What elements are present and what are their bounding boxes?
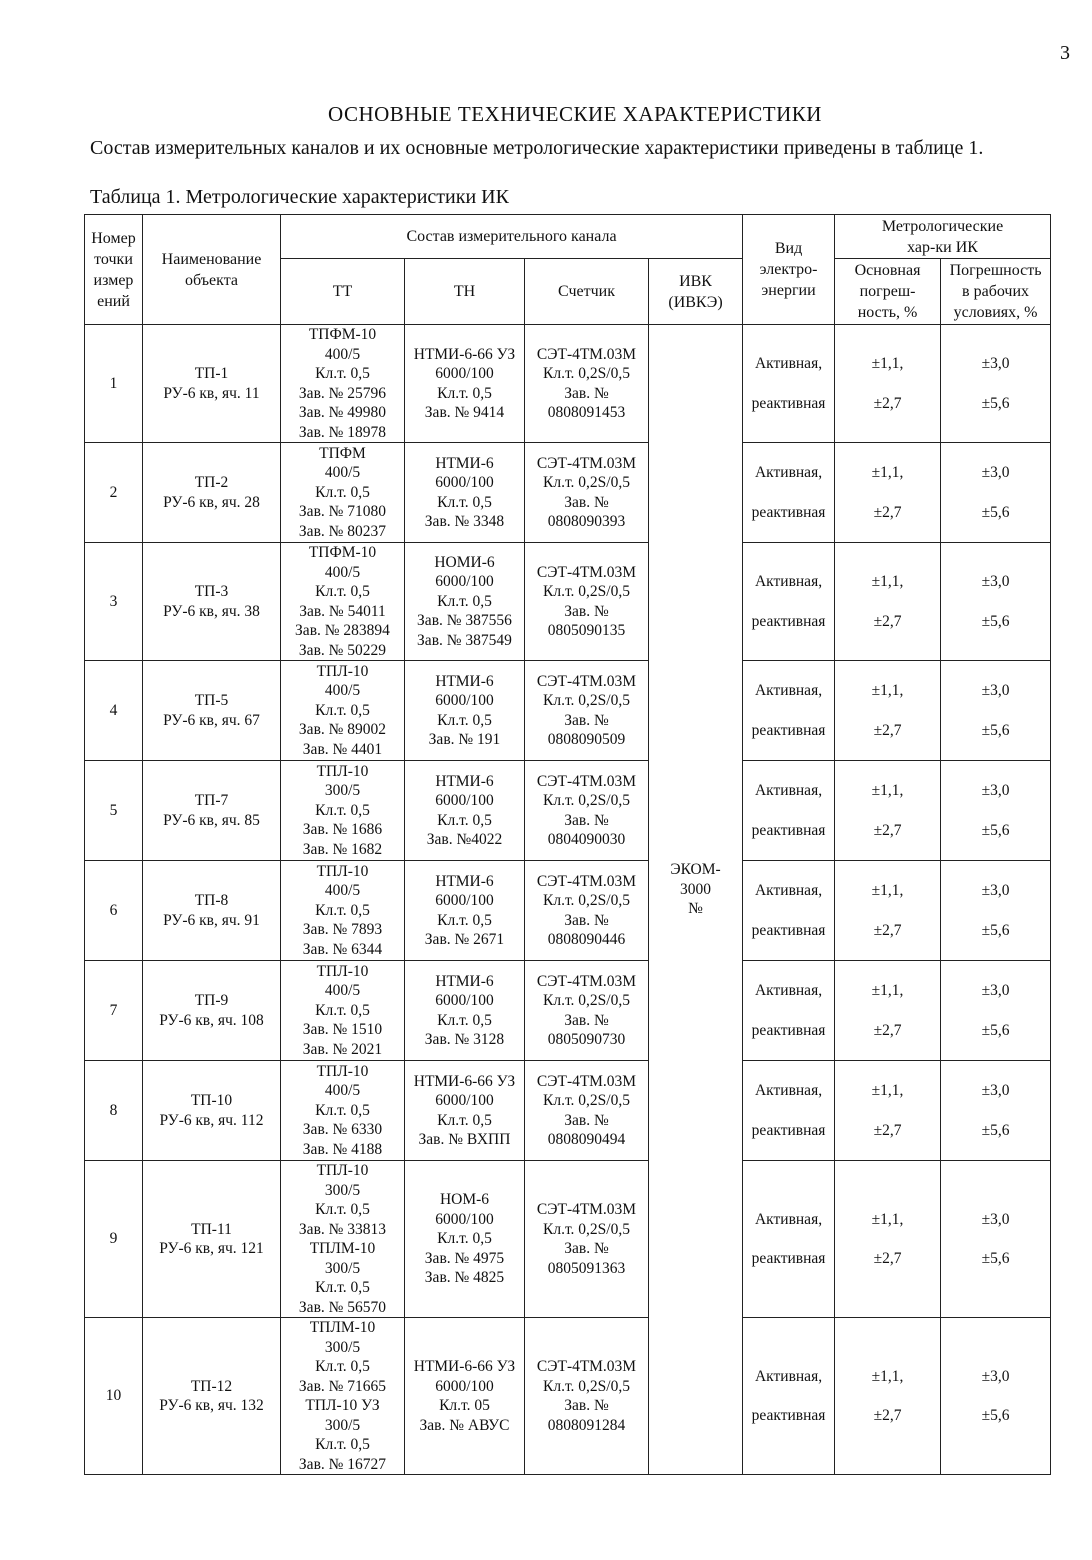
energy-type-cell <box>743 661 835 761</box>
energy-active: Активная, <box>754 1367 823 1385</box>
table-row <box>85 661 1051 761</box>
intro-paragraph: Состав измерительных каналов и их основные метрологические характеристики приведены в таблице 1. <box>90 137 984 159</box>
object-name-cell: ТП-8 РУ-6 кв, яч. 91 <box>143 861 281 961</box>
point-number-cell: 9 <box>85 1161 143 1318</box>
header-ivk: ИВК (ИВКЭ) <box>649 259 743 325</box>
ivk-cell: ЭКОМ- 3000 № <box>649 325 743 1475</box>
working-error-cell <box>941 761 1051 861</box>
tn-cell: НТМИ-6 6000/100 Кл.т. 0,5 Зав. № 3348 <box>405 443 525 543</box>
working-error-active: ±3,0 <box>981 682 1010 699</box>
working-error-active: ±3,0 <box>981 464 1010 481</box>
basic-error-active: ±1,1, <box>871 1367 904 1385</box>
working-error-active: ±3,0 <box>981 782 1010 799</box>
working-error-active: ±3,0 <box>981 982 1010 999</box>
header-working-error: Погрешность в рабочих условиях, % <box>941 259 1051 325</box>
basic-error-reactive: ±2,7 <box>873 1021 902 1039</box>
energy-reactive: реактивная <box>751 1021 826 1039</box>
basic-error-cell <box>835 661 941 761</box>
counter-cell: СЭТ-4ТМ.03М Кл.т. 0,2S/0,5 Зав. № 0805091363 <box>525 1161 649 1318</box>
working-error-reactive: ±5,6 <box>981 1407 1010 1424</box>
point-number-cell: 10 <box>85 1318 143 1475</box>
energy-active: Активная, <box>754 464 823 481</box>
header-tn: ТН <box>405 259 525 325</box>
basic-error-reactive: ±2,7 <box>873 1407 902 1424</box>
working-error-reactive: ±5,6 <box>981 721 1010 739</box>
energy-reactive: реактивная <box>751 394 826 412</box>
object-name-cell: ТП-5 РУ-6 кв, яч. 67 <box>143 661 281 761</box>
energy-active: Активная, <box>754 682 823 699</box>
working-error-reactive: ±5,6 <box>981 612 1010 630</box>
tn-cell: НОМИ-6 6000/100 Кл.т. 0,5 Зав. № 387556 Зав. № 387549 <box>405 543 525 661</box>
energy-reactive: реактивная <box>751 921 826 939</box>
basic-error-cell <box>835 1318 941 1475</box>
tn-cell: НТМИ-6-66 УЗ 6000/100 Кл.т. 0,5 Зав. № 9414 <box>405 325 525 443</box>
page-number: 3 <box>1060 42 1070 64</box>
tt-cell: ТПЛ-10 400/5 Кл.т. 0,5 Зав. № 6330 Зав. № 4188 <box>281 1061 405 1161</box>
working-error-reactive: ±5,6 <box>981 1021 1010 1039</box>
tn-cell: НТМИ-6-66 УЗ 6000/100 Кл.т. 05 Зав. № АВУС <box>405 1318 525 1475</box>
working-error-cell <box>941 961 1051 1061</box>
tt-cell: ТПФМ 400/5 Кл.т. 0,5 Зав. № 71080 Зав. № 80237 <box>281 443 405 543</box>
energy-type-cell <box>743 1318 835 1475</box>
counter-cell: СЭТ-4ТМ.03М Кл.т. 0,2S/0,5 Зав. № 0805090135 <box>525 543 649 661</box>
energy-active: Активная, <box>754 1082 823 1099</box>
counter-cell: СЭТ-4ТМ.03М Кл.т. 0,2S/0,5 Зав. № 0808091284 <box>525 1318 649 1475</box>
header-counter: Счетчик <box>525 259 649 325</box>
energy-active: Активная, <box>754 882 823 899</box>
tn-cell: НТМИ-6 6000/100 Кл.т. 0,5 Зав. №4022 <box>405 761 525 861</box>
counter-cell: СЭТ-4ТМ.03М Кл.т. 0,2S/0,5 Зав. № 0808090446 <box>525 861 649 961</box>
working-error-active: ±3,0 <box>981 1210 1010 1228</box>
working-error-active: ±3,0 <box>981 1367 1010 1385</box>
basic-error-reactive: ±2,7 <box>873 503 902 521</box>
energy-active: Активная, <box>754 573 823 590</box>
tt-cell: ТПЛМ-10 300/5 Кл.т. 0,5 Зав. № 71665 ТПЛ-10 УЗ 300/5 Кл.т. 0,5 Зав. № 16727 <box>281 1318 405 1475</box>
working-error-cell <box>941 861 1051 961</box>
object-name-cell: ТП-9 РУ-6 кв, яч. 108 <box>143 961 281 1061</box>
basic-error-reactive: ±2,7 <box>873 921 902 939</box>
working-error-reactive: ±5,6 <box>981 821 1010 839</box>
energy-reactive: реактивная <box>751 612 826 630</box>
tt-cell: ТПЛ-10 400/5 Кл.т. 0,5 Зав. № 89002 Зав. № 4401 <box>281 661 405 761</box>
working-error-reactive: ±5,6 <box>981 1121 1010 1139</box>
energy-reactive: реактивная <box>751 821 826 839</box>
point-number-cell: 1 <box>85 325 143 443</box>
energy-type-cell <box>743 1161 835 1318</box>
energy-reactive: реактивная <box>751 503 826 521</box>
basic-error-active: ±1,1, <box>871 355 904 372</box>
energy-type-cell <box>743 325 835 443</box>
working-error-reactive: ±5,6 <box>981 503 1010 521</box>
point-number-cell: 4 <box>85 661 143 761</box>
energy-reactive: реактивная <box>751 1121 826 1139</box>
page-title: ОСНОВНЫЕ ТЕХНИЧЕСКИЕ ХАРАКТЕРИСТИКИ <box>328 102 822 126</box>
table-row <box>85 761 1051 861</box>
table-row <box>85 861 1051 961</box>
basic-error-active: ±1,1, <box>871 464 904 481</box>
working-error-active: ±3,0 <box>981 573 1010 590</box>
header-point-number: Номер точки измер ений <box>85 215 143 325</box>
energy-type-cell <box>743 1061 835 1161</box>
counter-cell: СЭТ-4ТМ.03М Кл.т. 0,2S/0,5 Зав. № 0808090393 <box>525 443 649 543</box>
basic-error-reactive: ±2,7 <box>873 821 902 839</box>
table-row <box>85 543 1051 661</box>
basic-error-cell <box>835 861 941 961</box>
basic-error-active: ±1,1, <box>871 1082 904 1099</box>
table-row <box>85 1318 1051 1475</box>
point-number-cell: 8 <box>85 1061 143 1161</box>
object-name-cell: ТП-7 РУ-6 кв, яч. 85 <box>143 761 281 861</box>
counter-cell: СЭТ-4ТМ.03М Кл.т. 0,2S/0,5 Зав. № 0805090730 <box>525 961 649 1061</box>
point-number-cell: 3 <box>85 543 143 661</box>
counter-cell: СЭТ-4ТМ.03М Кл.т. 0,2S/0,5 Зав. № 0808091453 <box>525 325 649 443</box>
basic-error-cell <box>835 961 941 1061</box>
header-object-name: Наименование объекта <box>143 215 281 325</box>
energy-reactive: реактивная <box>751 721 826 739</box>
metrology-table <box>84 214 1051 1475</box>
energy-type-cell <box>743 861 835 961</box>
basic-error-active: ±1,1, <box>871 782 904 799</box>
table-row <box>85 325 1051 443</box>
basic-error-reactive: ±2,7 <box>873 612 902 630</box>
tt-cell: ТПФМ-10 400/5 Кл.т. 0,5 Зав. № 54011 Зав. № 283894 Зав. № 50229 <box>281 543 405 661</box>
table-row <box>85 443 1051 543</box>
working-error-cell <box>941 1061 1051 1161</box>
header-basic-error: Основная погреш- ность, % <box>835 259 941 325</box>
basic-error-cell <box>835 325 941 443</box>
basic-error-cell <box>835 761 941 861</box>
object-name-cell: ТП-11 РУ-6 кв, яч. 121 <box>143 1161 281 1318</box>
table-row <box>85 1161 1051 1318</box>
basic-error-reactive: ±2,7 <box>873 721 902 739</box>
tn-cell: НТМИ-6-66 УЗ 6000/100 Кл.т. 0,5 Зав. № ВХПП <box>405 1061 525 1161</box>
basic-error-reactive: ±2,7 <box>873 1250 902 1267</box>
header-energy-type: Вид электро- энергии <box>743 215 835 325</box>
energy-type-cell <box>743 443 835 543</box>
basic-error-active: ±1,1, <box>871 982 904 999</box>
point-number-cell: 2 <box>85 443 143 543</box>
energy-active: Активная, <box>754 982 823 999</box>
point-number-cell: 5 <box>85 761 143 861</box>
tn-cell: НТМИ-6 6000/100 Кл.т. 0,5 Зав. № 191 <box>405 661 525 761</box>
tt-cell: ТПЛ-10 300/5 Кл.т. 0,5 Зав. № 33813 ТПЛМ-10 300/5 Кл.т. 0,5 Зав. № 56570 <box>281 1161 405 1318</box>
energy-type-cell <box>743 543 835 661</box>
basic-error-reactive: ±2,7 <box>873 394 902 412</box>
energy-active: Активная, <box>754 782 823 799</box>
working-error-cell <box>941 543 1051 661</box>
table-caption: Таблица 1. Метрологические характеристики ИК <box>90 186 509 208</box>
tn-cell: НТМИ-6 6000/100 Кл.т. 0,5 Зав. № 3128 <box>405 961 525 1061</box>
counter-cell: СЭТ-4ТМ.03М Кл.т. 0,2S/0,5 Зав. № 0804090030 <box>525 761 649 861</box>
tn-cell: НТМИ-6 6000/100 Кл.т. 0,5 Зав. № 2671 <box>405 861 525 961</box>
working-error-cell <box>941 661 1051 761</box>
basic-error-cell <box>835 443 941 543</box>
object-name-cell: ТП-12 РУ-6 кв, яч. 132 <box>143 1318 281 1475</box>
basic-error-cell <box>835 543 941 661</box>
working-error-reactive: ±5,6 <box>981 1250 1010 1267</box>
header-tt: ТТ <box>281 259 405 325</box>
counter-cell: СЭТ-4ТМ.03М Кл.т. 0,2S/0,5 Зав. № 0808090509 <box>525 661 649 761</box>
working-error-active: ±3,0 <box>981 1082 1010 1099</box>
energy-active: Активная, <box>754 1210 823 1228</box>
basic-error-active: ±1,1, <box>871 882 904 899</box>
table-row <box>85 961 1051 1061</box>
working-error-active: ±3,0 <box>981 882 1010 899</box>
object-name-cell: ТП-1 РУ-6 кв, яч. 11 <box>143 325 281 443</box>
energy-type-cell <box>743 761 835 861</box>
working-error-cell <box>941 1161 1051 1318</box>
basic-error-active: ±1,1, <box>871 682 904 699</box>
header-metrology: Метрологические хар-ки ИК <box>835 215 1051 259</box>
point-number-cell: 6 <box>85 861 143 961</box>
tt-cell: ТПЛ-10 400/5 Кл.т. 0,5 Зав. № 7893 Зав. № 6344 <box>281 861 405 961</box>
working-error-active: ±3,0 <box>981 355 1010 372</box>
working-error-reactive: ±5,6 <box>981 921 1010 939</box>
object-name-cell: ТП-2 РУ-6 кв, яч. 28 <box>143 443 281 543</box>
table-row <box>85 1061 1051 1161</box>
basic-error-active: ±1,1, <box>871 1210 904 1228</box>
tt-cell: ТПЛ-10 300/5 Кл.т. 0,5 Зав. № 1686 Зав. № 1682 <box>281 761 405 861</box>
basic-error-cell <box>835 1061 941 1161</box>
energy-reactive: реактивная <box>751 1250 826 1267</box>
header-composition: Состав измерительного канала <box>281 215 743 259</box>
tt-cell: ТПЛ-10 400/5 Кл.т. 0,5 Зав. № 1510 Зав. № 2021 <box>281 961 405 1061</box>
energy-reactive: реактивная <box>751 1407 826 1424</box>
working-error-cell <box>941 443 1051 543</box>
object-name-cell: ТП-10 РУ-6 кв, яч. 112 <box>143 1061 281 1161</box>
working-error-reactive: ±5,6 <box>981 394 1010 412</box>
counter-cell: СЭТ-4ТМ.03М Кл.т. 0,2S/0,5 Зав. № 0808090494 <box>525 1061 649 1161</box>
working-error-cell <box>941 325 1051 443</box>
working-error-cell <box>941 1318 1051 1475</box>
energy-active: Активная, <box>754 355 823 372</box>
tn-cell: НОМ-6 6000/100 Кл.т. 0,5 Зав. № 4975 Зав. № 4825 <box>405 1161 525 1318</box>
basic-error-cell <box>835 1161 941 1318</box>
basic-error-active: ±1,1, <box>871 573 904 590</box>
point-number-cell: 7 <box>85 961 143 1061</box>
basic-error-reactive: ±2,7 <box>873 1121 902 1139</box>
energy-type-cell <box>743 961 835 1061</box>
object-name-cell: ТП-3 РУ-6 кв, яч. 38 <box>143 543 281 661</box>
tt-cell: ТПФМ-10 400/5 Кл.т. 0,5 Зав. № 25796 Зав. № 49980 Зав. № 18978 <box>281 325 405 443</box>
